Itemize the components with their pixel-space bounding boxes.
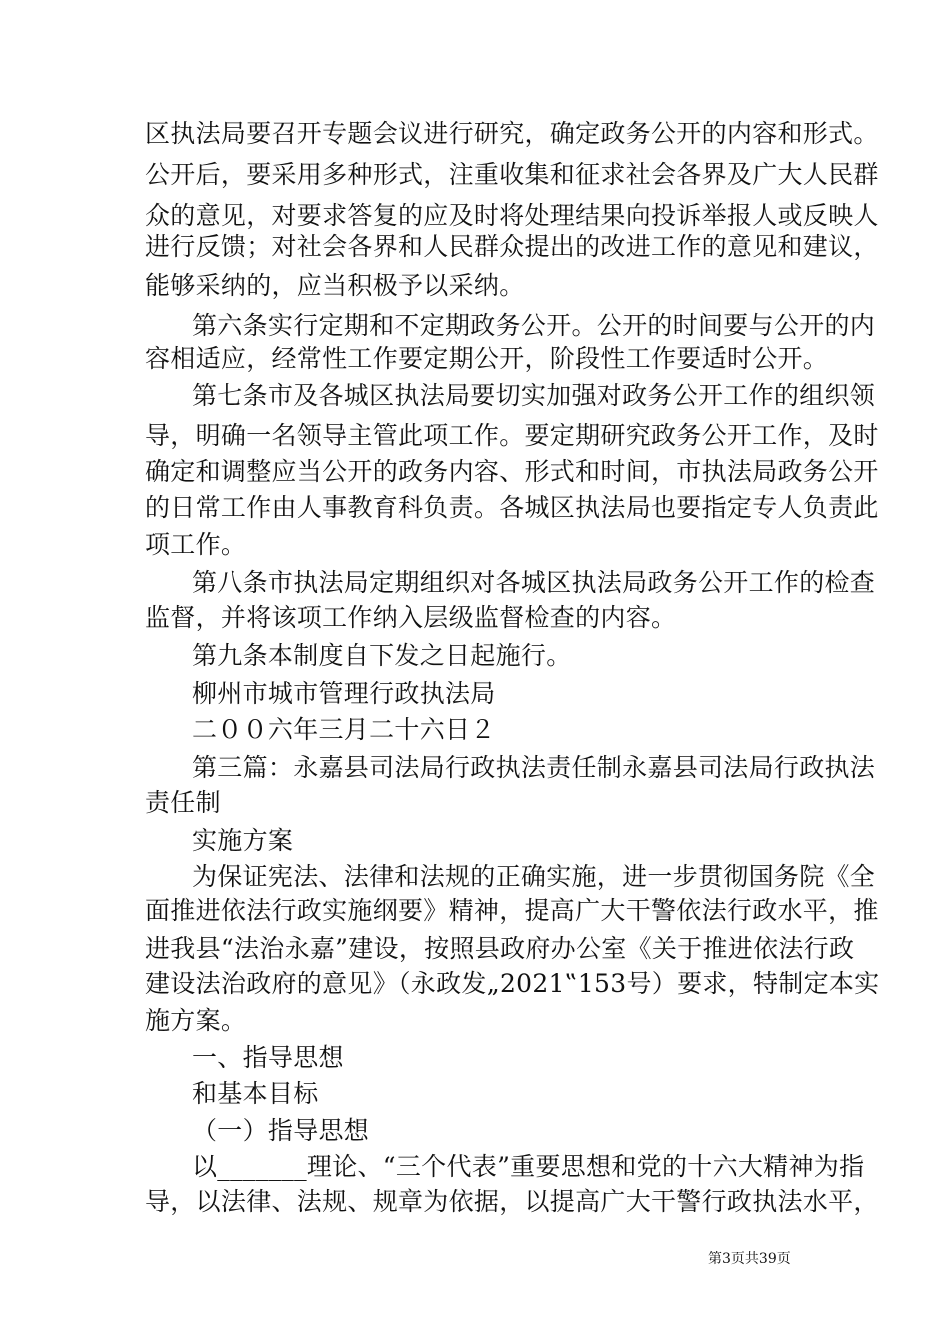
text-line: 以_______理论、“三个代表”重要思想和党的十六大精神为指 — [192, 1152, 865, 1181]
text-line: 建设法治政府的意见》（永政发„2021‟153号）要求，特制定本实 — [145, 969, 880, 998]
text-line: 监督，并将该项工作纳入层级监督检查的内容。 — [145, 603, 677, 632]
text-line: 第九条本制度自下发之日起施行。 — [192, 641, 572, 670]
subsection-heading: （一）指导思想 — [192, 1116, 370, 1145]
text-line: 进行反馈；对社会各界和人民群众提出的改进工作的意见和建议， — [145, 232, 879, 261]
text-line: 众的意见，对要求答复的应及时将处理结果向投诉举报人或反映人 — [145, 201, 879, 230]
text-line: 第七条市及各城区执法局要切实加强对政务公开工作的组织领 — [192, 381, 876, 410]
text-line: 为保证宪法、法律和法规的正确实施，进一步贯彻国务院《全 — [192, 862, 876, 891]
text-line: 第三篇：永嘉县司法局行政执法责任制永嘉县司法局行政执法 — [192, 753, 876, 782]
text-line: 项工作。 — [145, 530, 247, 559]
text-line: 进我县“法治永嘉”建设，按照县政府办公室《关于推进依法行政 — [145, 934, 855, 963]
text-line: 实施方案 — [192, 826, 294, 855]
text-line: 确定和调整应当公开的政务内容、形式和时间，市执法局政务公开 — [145, 457, 879, 486]
text-line: 区执法局要召开专题会议进行研究，确定政务公开的内容和形式。 — [145, 119, 879, 148]
text-line: 公开后，要采用多种形式，注重收集和征求社会各界及广大人民群 — [145, 160, 879, 189]
page-number: 第3页共39页 — [708, 1251, 791, 1267]
text-line: 责任制 — [145, 788, 221, 817]
text-line: 柳州市城市管理行政执法局 — [192, 679, 496, 708]
text-line: 施方案。 — [145, 1006, 247, 1035]
text-line: 能够采纳的，应当积极予以采纳。 — [145, 271, 525, 300]
text-line: 第八条市执法局定期组织对各城区执法局政务公开工作的检查 — [192, 568, 876, 597]
text-line: 容相适应，经常性工作要定期公开，阶段性工作要适时公开。 — [145, 344, 829, 373]
text-line: 第六条实行定期和不定期政务公开。公开的时间要与公开的内 — [192, 311, 876, 340]
text-line: 导，明确一名领导主管此项工作。要定期研究政务公开工作，及时 — [145, 421, 879, 450]
section-heading: 和基本目标 — [192, 1079, 319, 1108]
text-line: 面推进依法行政实施纲要》精神，提高广大干警依法行政水平，推 — [145, 896, 879, 925]
text-line: 的日常工作由人事教育科负责。各城区执法局也要指定专人负责此 — [145, 493, 879, 522]
section-heading: 一、指导思想 — [192, 1043, 344, 1072]
text-line: 二００六年三月二十六日２ — [192, 715, 496, 744]
text-line: 导，以法律、法规、规章为依据，以提高广大干警行政执法水平， — [145, 1187, 879, 1216]
